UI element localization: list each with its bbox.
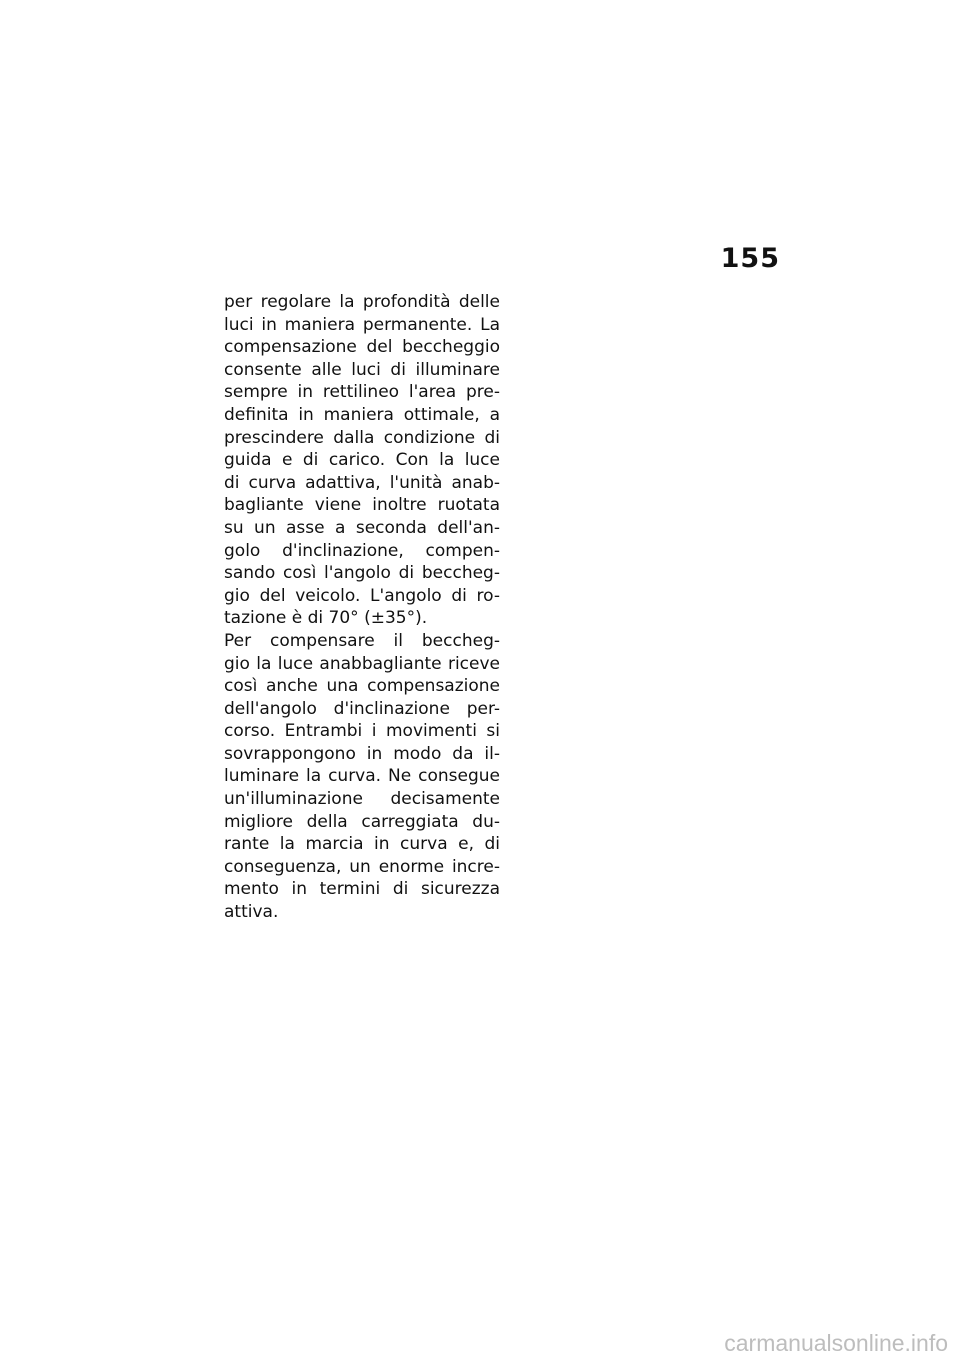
text-line: gio la luce anabbagliante riceve (224, 653, 500, 674)
watermark: carmanualsonline.info (724, 1330, 948, 1356)
text-line: sempre in rettilineo l'area pre- (224, 382, 500, 403)
text-line: corso. Entrambi i movimenti si (224, 721, 500, 742)
text-line: sovrappongono in modo da il- (224, 743, 500, 764)
text-line: rante la marcia in curva e, di (224, 834, 500, 855)
page-number: 155 (720, 243, 780, 274)
text-line: dell'angolo d'inclinazione per- (224, 698, 500, 719)
body-text (224, 291, 500, 924)
text-line: un'illuminazione decisamente (224, 789, 500, 810)
text-line: prescindere dalla condizione di (224, 427, 500, 448)
text-line: conseguenza, un enorme incre- (224, 856, 500, 877)
text-line: luminare la curva. Ne consegue (224, 766, 500, 787)
text-line: compensazione del beccheggio (224, 337, 500, 358)
text-line: su un asse a seconda dell'an- (224, 517, 500, 538)
text-line: bagliante viene inoltre ruotata (224, 495, 500, 516)
text-line: per regolare la profondità delle (224, 292, 500, 312)
text-line: così anche una compensazione (224, 676, 500, 697)
text-line: Per compensare il beccheg- (224, 630, 500, 651)
text-line: sando così l'angolo di beccheg- (224, 563, 500, 584)
text-line: migliore della carreggiata du- (224, 811, 500, 832)
text-line: luci in maniera permanente. La (224, 314, 500, 335)
text-line: consente alle luci di illuminare (224, 359, 500, 380)
text-line: gio del veicolo. L'angolo di ro- (224, 585, 500, 606)
text-line: golo d'inclinazione, compen- (224, 540, 500, 561)
text-line: attiva. (224, 902, 279, 923)
text-line: tazione è di 70° (±35°). (224, 608, 428, 629)
text-line: guida e di carico. Con la luce (224, 450, 500, 471)
text-line: mento in termini di sicurezza (224, 879, 500, 900)
text-line: di curva adattiva, l'unità anab- (224, 472, 500, 493)
text-line: definita in maniera ottimale, a (224, 404, 500, 425)
